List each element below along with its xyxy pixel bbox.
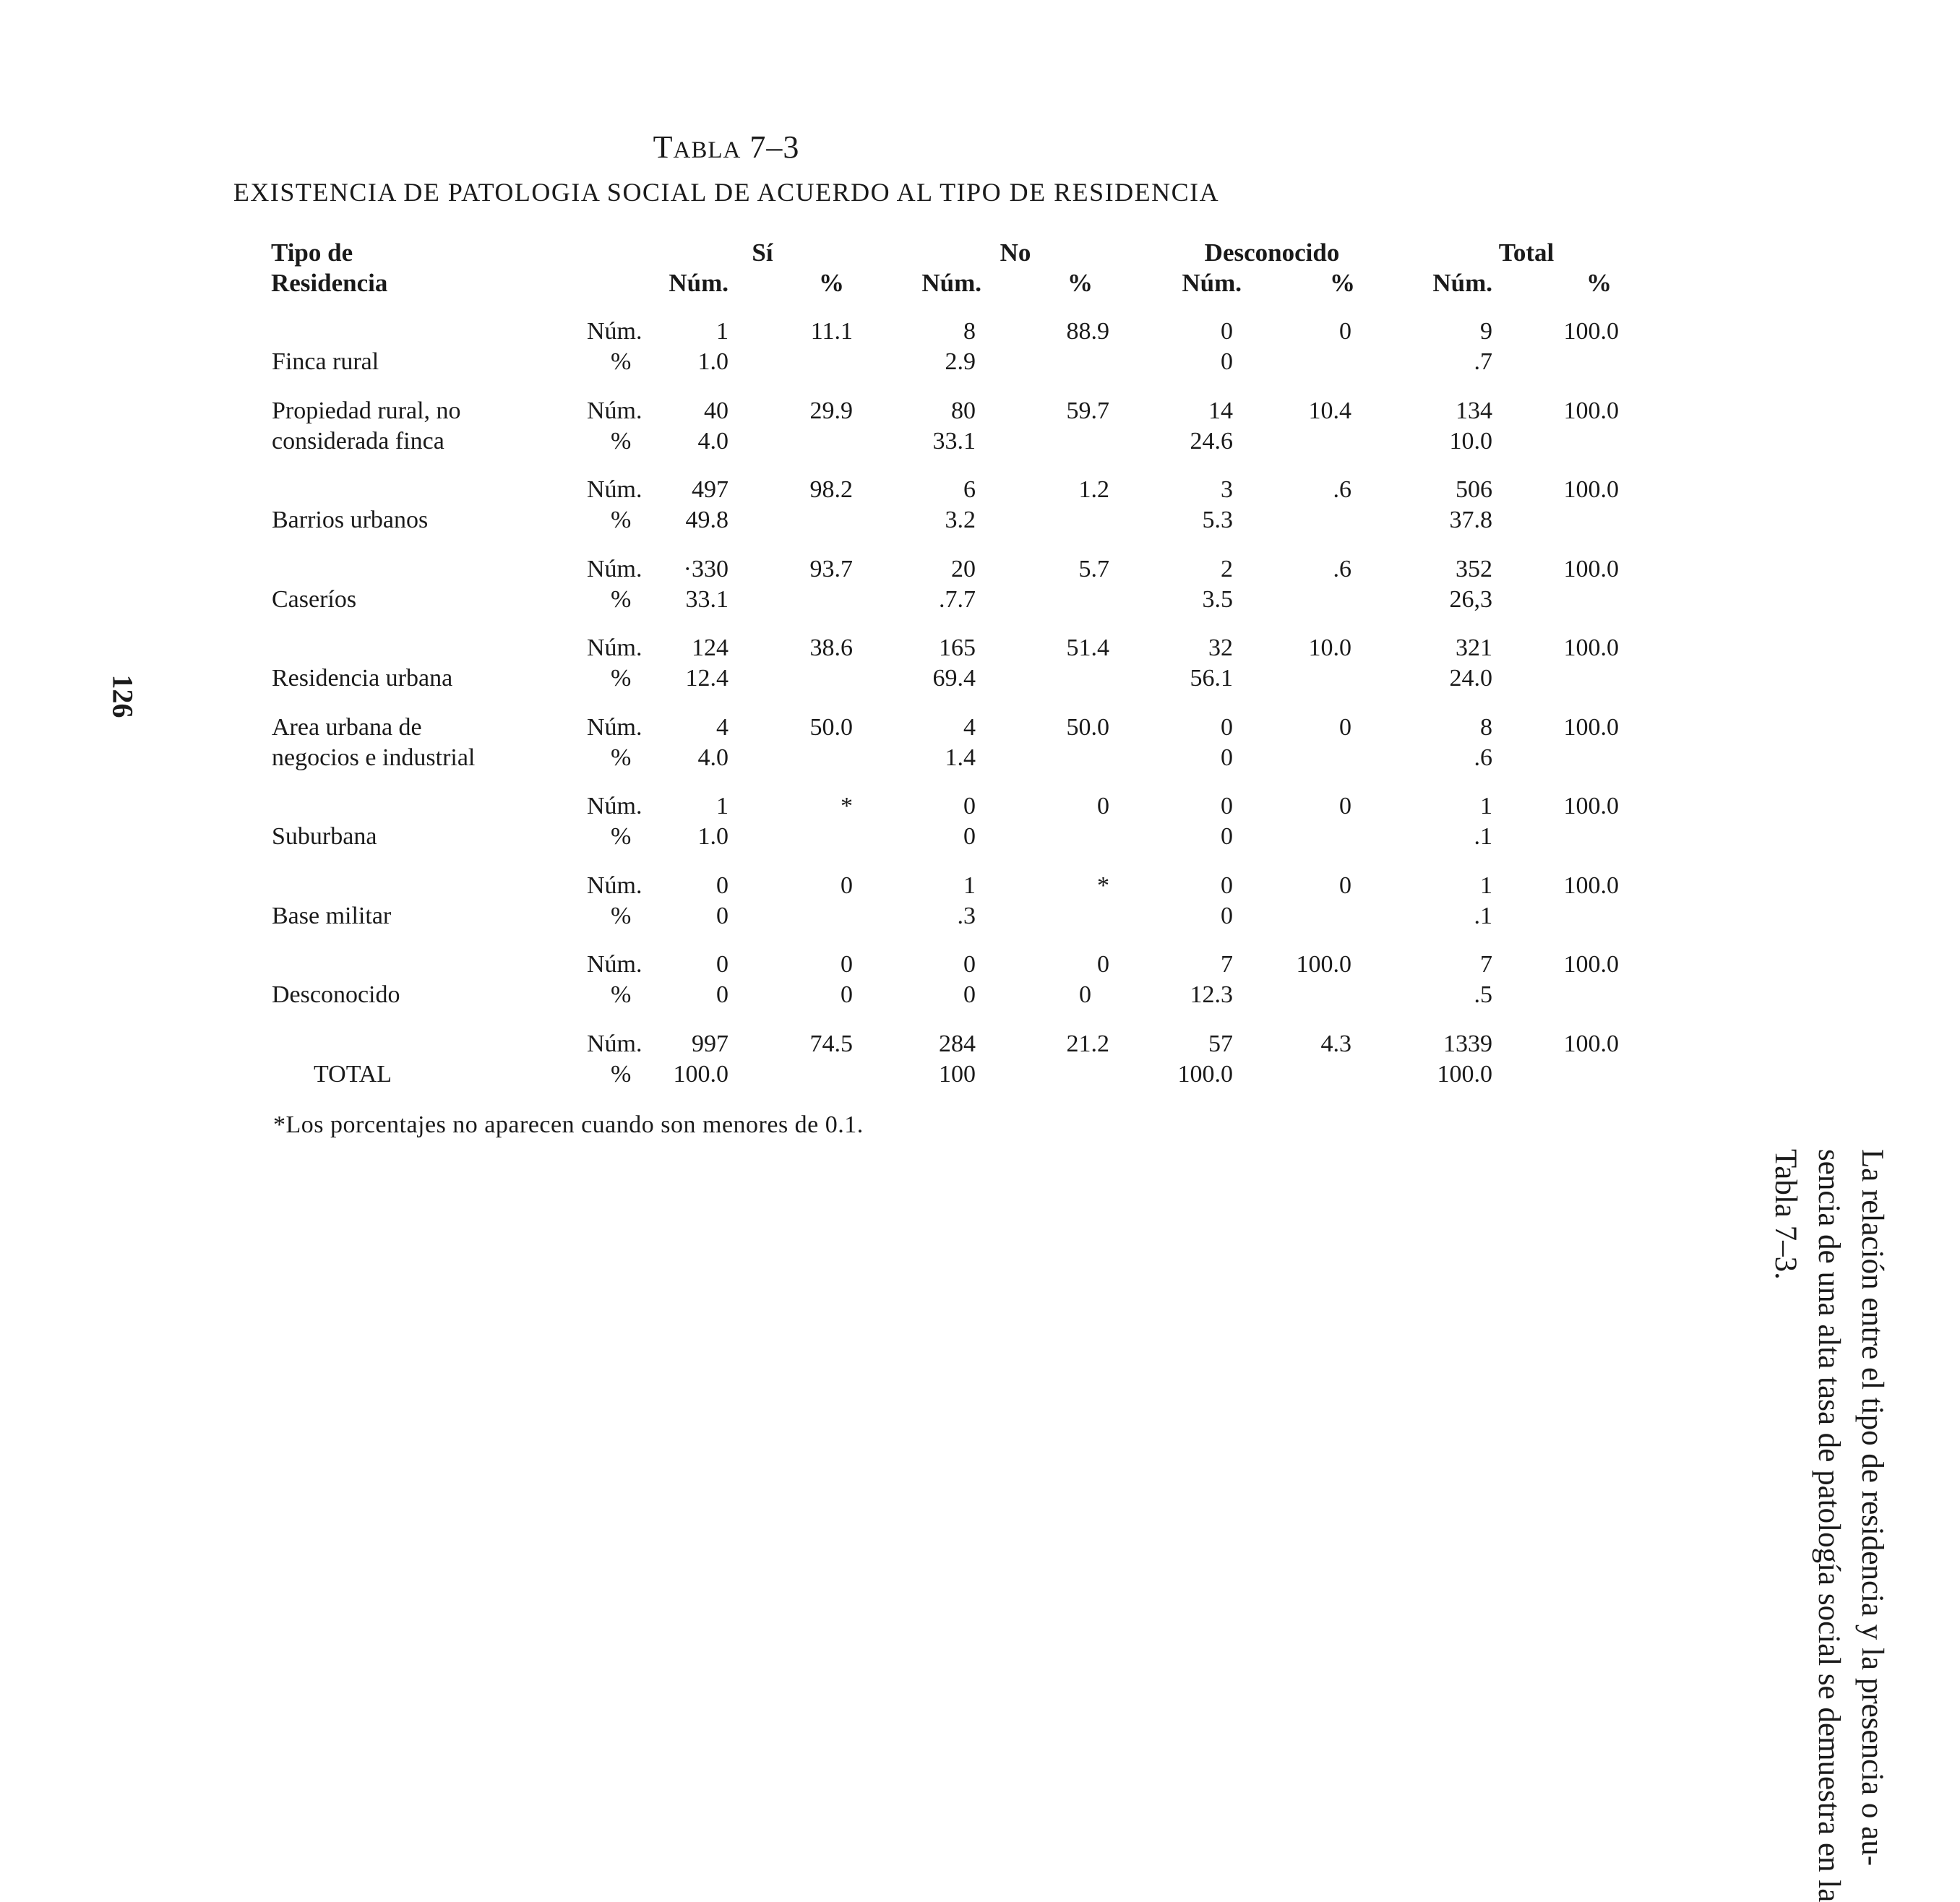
cell-count: 1	[716, 793, 728, 819]
row-type-num: Núm.	[587, 397, 642, 424]
cell-count: ·330	[683, 556, 728, 582]
row-type-num: Núm.	[587, 1030, 642, 1057]
header-num: Núm.	[669, 269, 728, 297]
cell-column-percent: 100.0	[673, 1061, 728, 1088]
row-type-pct: %	[611, 823, 632, 850]
cell-row-percent: 0	[841, 951, 853, 978]
cell-column-percent: 56.1	[1190, 665, 1233, 692]
cell-count: 0	[716, 951, 728, 978]
cell-column-percent: 3.5	[1202, 586, 1233, 613]
row-type-pct: %	[611, 981, 632, 1008]
cell-row-percent: 100.0	[1563, 714, 1619, 741]
row-label: Caseríos	[272, 586, 357, 613]
cell-column-percent: 69.4	[932, 665, 976, 692]
cell-column-percent: 0	[716, 903, 728, 929]
cell-row-percent: 0	[1339, 318, 1351, 345]
cell-column-percent: 26,3	[1449, 586, 1492, 613]
side-paragraph-line: Tabla 7–3.	[1768, 1149, 1802, 1280]
header-tipo-line2: Residencia	[271, 269, 388, 297]
cell-row-percent: 4.3	[1320, 1030, 1351, 1057]
cell-row-percent: 100.0	[1296, 951, 1351, 978]
cell-row-percent: 0	[1339, 872, 1351, 899]
cell-row-percent: 98.2	[809, 476, 853, 503]
row-type-pct: %	[611, 1061, 632, 1088]
row-type-pct: %	[611, 665, 632, 692]
header-tipo-line1: Tipo de	[271, 238, 353, 267]
cell-row-percent: 100.0	[1563, 793, 1619, 819]
header-num: Núm.	[921, 269, 981, 297]
header-group: Desconocido	[1204, 238, 1340, 267]
cell-column-percent: 33.1	[685, 586, 728, 613]
cell-column-percent: 100	[939, 1061, 976, 1088]
row-type-pct: %	[611, 348, 632, 375]
cell-row-percent: *	[841, 793, 853, 819]
row-label-total: TOTAL	[314, 1061, 392, 1088]
cell-count: 3	[1221, 476, 1233, 503]
cell-column-percent: 24.0	[1449, 665, 1492, 692]
cell-row-percent: 51.4	[1066, 634, 1109, 661]
cell-count: 506	[1456, 476, 1492, 503]
header-group: No	[1000, 238, 1031, 267]
side-paragraph-line: sencia de una alta tasa de patología social se demuestra en la	[1812, 1149, 1846, 1902]
cell-count: 7	[1480, 951, 1492, 978]
row-label: Suburbana	[272, 823, 377, 850]
cell-count: 0	[1221, 872, 1233, 899]
cell-column-percent: 37.8	[1449, 507, 1492, 533]
cell-row-percent: 88.9	[1066, 318, 1109, 345]
row-type-num: Núm.	[587, 556, 642, 582]
cell-column-percent: 0	[716, 981, 728, 1008]
table-title-first-letter: T	[653, 129, 674, 165]
header-num: Núm.	[1432, 269, 1492, 297]
cell-row-percent: 100.0	[1563, 872, 1619, 899]
cell-count: 40	[704, 397, 728, 424]
table-title	[0, 129, 1453, 165]
row-type-pct: %	[611, 744, 632, 771]
cell-column-percent: .5	[1474, 981, 1492, 1008]
cell-column-percent: .1	[1474, 823, 1492, 850]
cell-row-percent: *	[1097, 872, 1109, 899]
cell-count: 134	[1456, 397, 1492, 424]
cell-count: 32	[1208, 634, 1233, 661]
cell-count: 1	[963, 872, 976, 899]
table-title-rest: ABLA	[673, 137, 742, 163]
cell-column-percent: 4.0	[697, 428, 728, 455]
cell-count: 1339	[1443, 1030, 1492, 1057]
cell-count: 1	[1480, 872, 1492, 899]
side-paragraph-line: La relación entre el tipo de residencia y la presencia o au-	[1855, 1149, 1889, 1867]
cell-column-percent: 2.9	[945, 348, 976, 375]
cell-column-percent-extra: 0	[841, 981, 853, 1008]
cell-column-percent: 100.0	[1177, 1061, 1233, 1088]
cell-count: 352	[1456, 556, 1492, 582]
cell-row-percent: 0	[1339, 714, 1351, 741]
cell-row-percent: 93.7	[809, 556, 853, 582]
cell-column-percent: .6	[1474, 744, 1492, 771]
cell-row-percent: 10.0	[1308, 634, 1351, 661]
header-num: Núm.	[1182, 269, 1242, 297]
cell-count: 284	[939, 1030, 976, 1057]
cell-count: 124	[692, 634, 728, 661]
cell-column-percent: .7	[1474, 348, 1492, 375]
cell-row-percent: 0	[841, 872, 853, 899]
cell-count: 997	[692, 1030, 728, 1057]
cell-row-percent: 11.1	[810, 318, 853, 345]
row-label: Residencia urbana	[272, 665, 453, 692]
footnote: *Los porcentajes no aparecen cuando son menores de 0.1.	[273, 1111, 864, 1138]
cell-count: 0	[963, 951, 976, 978]
cell-column-percent: .1	[1474, 903, 1492, 929]
cell-row-percent: 0	[1339, 793, 1351, 819]
row-type-num: Núm.	[587, 318, 642, 345]
row-type-num: Núm.	[587, 634, 642, 661]
cell-count: 2	[1221, 556, 1233, 582]
cell-count: 0	[1221, 793, 1233, 819]
row-type-pct: %	[611, 903, 632, 929]
cell-count: 8	[1480, 714, 1492, 741]
cell-count: 1	[1480, 793, 1492, 819]
cell-row-percent: 50.0	[809, 714, 853, 741]
cell-count: 57	[1208, 1030, 1233, 1057]
cell-row-percent: 100.0	[1563, 318, 1619, 345]
cell-count: 4	[963, 714, 976, 741]
side-paragraph	[1763, 1149, 1894, 1902]
cell-column-percent: 1.4	[945, 744, 976, 771]
cell-column-percent: 0	[963, 823, 976, 850]
cell-row-percent: 100.0	[1563, 397, 1619, 424]
cell-column-percent: 0	[1221, 903, 1233, 929]
cell-column-percent: 4.0	[697, 744, 728, 771]
cell-count: 497	[692, 476, 728, 503]
cell-row-percent: .6	[1333, 556, 1351, 582]
cell-row-percent: 0	[1097, 793, 1109, 819]
cell-row-percent: 10.4	[1308, 397, 1351, 424]
cell-count: 8	[963, 318, 976, 345]
cell-column-percent: 12.3	[1190, 981, 1233, 1008]
row-type-num: Núm.	[587, 714, 642, 741]
page-number: 126	[106, 674, 139, 718]
cell-row-percent: 1.2	[1078, 476, 1109, 503]
row-label: Base militar	[272, 903, 392, 929]
cell-row-percent: 38.6	[809, 634, 853, 661]
cell-count: 80	[951, 397, 976, 424]
row-type-num: Núm.	[587, 476, 642, 503]
row-label: Desconocido	[272, 981, 400, 1008]
cell-count: 20	[951, 556, 976, 582]
cell-row-percent: 29.9	[809, 397, 853, 424]
row-label: negocios e industrial	[272, 744, 476, 771]
cell-column-percent: 0	[1221, 823, 1233, 850]
cell-row-percent: 74.5	[809, 1030, 853, 1057]
cell-row-percent: .6	[1333, 476, 1351, 503]
row-type-pct: %	[611, 586, 632, 613]
cell-column-percent: 0	[1221, 744, 1233, 771]
cell-column-percent: .7.7	[939, 586, 976, 613]
cell-column-percent: 0	[963, 981, 976, 1008]
row-type-num: Núm.	[587, 951, 642, 978]
cell-count: 0	[1221, 318, 1233, 345]
cell-row-percent: 100.0	[1563, 556, 1619, 582]
row-label: Finca rural	[272, 348, 379, 375]
row-label: Propiedad rural, no	[272, 397, 461, 424]
table-subtitle: EXISTENCIA DE PATOLOGIA SOCIAL DE ACUERDO AL TIPO DE RESIDENCIA	[233, 178, 1220, 207]
cell-column-percent: 100.0	[1437, 1061, 1492, 1088]
cell-row-percent: 100.0	[1563, 634, 1619, 661]
cell-row-percent: 100.0	[1563, 1030, 1619, 1057]
cell-column-percent: 5.3	[1202, 507, 1233, 533]
cell-count: 165	[939, 634, 976, 661]
cell-row-percent: 50.0	[1066, 714, 1109, 741]
header-pct: %	[1067, 269, 1093, 297]
header-pct: %	[1330, 269, 1355, 297]
cell-column-percent: 0	[1221, 348, 1233, 375]
cell-column-percent-extra: 0	[1079, 981, 1091, 1008]
row-type-num: Núm.	[587, 872, 642, 899]
cell-row-percent: 59.7	[1066, 397, 1109, 424]
cell-column-percent: 3.2	[945, 507, 976, 533]
header-pct: %	[1586, 269, 1612, 297]
header-group: Sí	[752, 238, 773, 267]
cell-row-percent: 5.7	[1078, 556, 1109, 582]
cell-column-percent: 49.8	[685, 507, 728, 533]
cell-row-percent: 100.0	[1563, 951, 1619, 978]
cell-count: 14	[1208, 397, 1233, 424]
cell-column-percent: 33.1	[932, 428, 976, 455]
cell-count: 0	[716, 872, 728, 899]
cell-column-percent: 10.0	[1449, 428, 1492, 455]
cell-count: 9	[1480, 318, 1492, 345]
cell-row-percent: 100.0	[1563, 476, 1619, 503]
cell-count: 0	[963, 793, 976, 819]
cell-column-percent: 24.6	[1190, 428, 1233, 455]
cell-count: 0	[1221, 714, 1233, 741]
cell-row-percent: 0	[1097, 951, 1109, 978]
row-type-pct: %	[611, 507, 632, 533]
header-group: Total	[1498, 238, 1555, 267]
row-label: Area urbana de	[272, 714, 422, 741]
row-type-pct: %	[611, 428, 632, 455]
header-pct: %	[819, 269, 844, 297]
table-number: 7–3	[749, 129, 800, 165]
cell-column-percent: 1.0	[697, 823, 728, 850]
cell-count: 4	[716, 714, 728, 741]
cell-column-percent: 12.4	[685, 665, 728, 692]
cell-count: 6	[963, 476, 976, 503]
row-label: Barrios urbanos	[272, 507, 429, 533]
cell-row-percent: 21.2	[1066, 1030, 1109, 1057]
cell-column-percent: .3	[957, 903, 976, 929]
row-type-num: Núm.	[587, 793, 642, 819]
cell-count: 1	[716, 318, 728, 345]
cell-column-percent: 1.0	[697, 348, 728, 375]
cell-count: 7	[1221, 951, 1233, 978]
cell-count: 321	[1456, 634, 1492, 661]
row-label: considerada finca	[272, 428, 444, 455]
